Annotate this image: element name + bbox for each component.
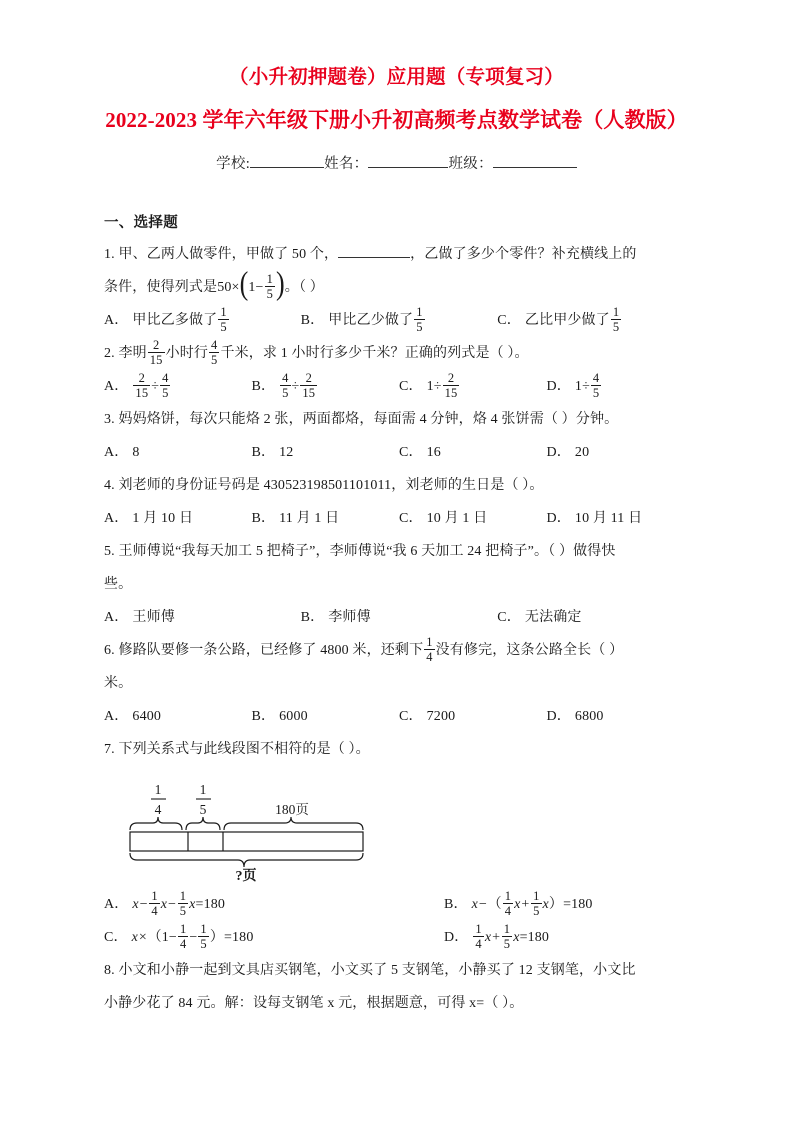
question-6-stem-line2: 米。 — [104, 675, 133, 691]
fraction: $\frac{4}{5}$ — [282, 370, 289, 401]
class-label: 班级： — [448, 155, 493, 172]
question-6-options — [104, 700, 694, 733]
question-2-number: 2. — [104, 345, 115, 361]
option-7-A[interactable]: A． x− $\frac{1}{4}$ x− $\frac{1}{5}$ x=180 — [104, 888, 226, 919]
option-1-C[interactable]: C． 乙比甲少做了 $\frac{1}{5}$ — [497, 304, 620, 335]
question-8-stem-line2: 小静少花了 84 元。解：设每支钢笔 x 元，根据题意，可得 x=（ ）。 — [104, 995, 524, 1011]
seg1-numerator: 1 — [154, 781, 162, 797]
segment-1-fraction-label — [151, 782, 166, 817]
name-blank[interactable] — [368, 167, 448, 168]
question-7-stem: 7. 下列关系式与此线段图不相符的是（ ）。 — [104, 741, 370, 757]
option-6-B[interactable]: B． 6000 — [251, 708, 308, 724]
question-1-number: 1. — [104, 246, 115, 262]
section-heading: 一、选择题 — [104, 214, 178, 231]
question-7-options-row2 — [104, 921, 694, 954]
school-label: 学校: — [216, 155, 251, 172]
segment-diagram-svg — [120, 774, 380, 886]
option-6-C[interactable]: C． 7200 — [399, 708, 456, 724]
question-4-stem: 4. 刘老师的身份证号码是 430523198501101011，刘老师的生日是（ ）。 — [104, 477, 544, 493]
fraction: $\frac{4}{5}$ — [162, 370, 169, 401]
option-4-B[interactable]: B． 11 月 1 日 — [251, 510, 340, 526]
option-7-D[interactable]: D． $\frac{1}{4}$ x+ $\frac{1}{5}$ x=180 — [444, 921, 550, 952]
fraction: $\frac{4}{5}$ — [592, 370, 600, 401]
line-segment-diagram — [104, 774, 694, 886]
fraction: $\frac{1}{5}$ — [416, 304, 423, 335]
question-8-stem: 8. 小文和小静一起到文具店买钢笔，小文买了 5 支钢笔，小静买了 12 支钢笔，小文比 — [104, 962, 636, 978]
school-blank[interactable] — [250, 167, 324, 168]
fraction: $\frac{1}{5}$ — [612, 304, 620, 335]
seg2-denominator: 5 — [199, 801, 207, 817]
fraction: $\frac{1}{5}$ — [220, 304, 227, 335]
brace-total — [130, 853, 363, 867]
question-5-stem: 5. 王师傅说“我每天加工 5 把椅子”，李师傅说“我 6 天加工 24 把椅子”。（ ）做得快 — [104, 543, 616, 559]
option-3-B[interactable]: B． 12 — [251, 444, 294, 460]
option-4-D[interactable]: D． 10 月 11 日 — [546, 510, 643, 526]
brace-seg1 — [130, 817, 182, 830]
option-6-A[interactable]: A． 6400 — [104, 708, 162, 724]
fraction: $\frac{2}{15}$ — [149, 337, 163, 368]
segment-2-fraction-label — [196, 782, 211, 817]
question-1-text-b: ，乙做了多少个零件？补充横线上的 — [410, 246, 637, 262]
question-6-stem: 6. 修路队要修一条公路，已经修了 4800 米，还剩下 $\frac{1}{4}$ 没有修完，这条公路全长（ ） — [104, 634, 624, 665]
fraction: $\frac{2}{15}$ — [135, 370, 149, 401]
question-3-options — [104, 436, 694, 469]
option-5-B[interactable]: B． 李师傅 — [300, 609, 371, 625]
student-info-line — [0, 134, 793, 173]
question-1-text-d: 。（ ） — [284, 279, 324, 295]
question-6-number: 6. — [104, 642, 115, 658]
question-2-options — [104, 370, 694, 403]
total-label: ?页 — [235, 868, 257, 884]
question-5-stem-line2: 些。 — [104, 576, 133, 592]
question-2-stem: 2. 李明 $\frac{2}{15}$ 小时行 $\frac{4}{5}$ 千米，求 1 小时行多少千米？正确的列式是（ ）。 — [104, 337, 529, 368]
option-2-B[interactable]: B． $\frac{4}{5}$ ÷ $\frac{2}{15}$ — [251, 370, 316, 401]
question-1-formula-lead: 50× — [217, 279, 240, 295]
question-7-number: 7. — [104, 741, 115, 757]
option-7-B[interactable]: B． x−（ $\frac{1}{4}$ x+ $\frac{1}{5}$ x）=180 — [444, 888, 593, 919]
question-7-options-row1 — [104, 888, 694, 921]
option-5-A[interactable]: A． 王师傅 — [104, 609, 175, 625]
seg3-label: 180页 — [275, 801, 309, 817]
question-3-number: 3. — [104, 411, 115, 427]
brace-seg3 — [224, 817, 363, 830]
option-7-C[interactable]: C． x×（1− $\frac{1}{4}$ − $\frac{1}{5}$ ）=180 — [104, 921, 254, 952]
question-4-number: 4. — [104, 477, 115, 493]
fraction: $\frac{1}{4}$ — [426, 634, 433, 665]
question-4-options — [104, 502, 694, 535]
segment-bar — [130, 832, 363, 851]
option-3-D[interactable]: D． 20 — [546, 444, 590, 460]
option-2-D[interactable]: D． 1÷ $\frac{4}{5}$ — [546, 370, 600, 401]
page-title: （小升初押题卷）应用题（专项复习） — [229, 67, 564, 88]
fraction: $\frac{2}{15}$ — [444, 370, 458, 401]
option-4-C[interactable]: C． 10 月 1 日 — [399, 510, 488, 526]
option-4-A[interactable]: A． 1 月 10 日 — [104, 510, 194, 526]
fraction-one-fifth: $\frac{1}{5}$ — [266, 271, 273, 302]
fraction: $\frac{4}{5}$ — [211, 337, 218, 368]
option-3-A[interactable]: A． 8 — [104, 444, 140, 460]
option-5-C[interactable]: C． 无法确定 — [497, 609, 582, 625]
seg2-numerator: 1 — [199, 781, 207, 797]
fraction: $\frac{2}{15}$ — [302, 370, 316, 401]
option-1-B[interactable]: B． 甲比乙少做了 $\frac{1}{5}$ — [300, 304, 423, 335]
question-1-stem — [104, 238, 694, 271]
question-1-blank[interactable] — [338, 257, 410, 258]
seg1-denominator: 4 — [154, 801, 162, 817]
question-1-options — [104, 304, 694, 337]
option-2-C[interactable]: C． 1÷ $\frac{2}{15}$ — [399, 370, 458, 401]
option-3-C[interactable]: C． 16 — [399, 444, 441, 460]
class-blank[interactable] — [493, 167, 577, 168]
option-1-A[interactable]: A． 甲比乙多做了 $\frac{1}{5}$ — [104, 304, 227, 335]
question-1-text-c: 条件，使得列式是 — [104, 279, 218, 295]
question-8-number: 8. — [104, 962, 115, 978]
question-1-stem-line2: 条件，使得列式是50×(1− $\frac{1}{5}$ )。（ ） — [104, 264, 324, 302]
question-3-stem: 3. 妈妈烙饼，每次只能烙 2 张，两面都烙，每面需 4 分钟，烙 4 张饼需（ ）分钟。 — [104, 411, 619, 427]
questions-container — [0, 211, 793, 1020]
page-subtitle: 2022-2023 学年六年级下册小升初高频考点数学试卷（人教版） — [105, 108, 688, 133]
name-label: 姓名： — [324, 155, 369, 172]
question-1-text-a: 甲、乙两人做零件，甲做了 50 个， — [118, 246, 339, 262]
option-2-A[interactable]: A． $\frac{2}{15}$ ÷ $\frac{4}{5}$ — [104, 370, 169, 401]
question-5-options — [104, 601, 694, 634]
question-1-inner: 1− — [248, 279, 264, 295]
option-6-D[interactable]: D． 6800 — [546, 708, 604, 724]
question-5-number: 5. — [104, 543, 115, 559]
brace-seg2 — [186, 817, 220, 830]
